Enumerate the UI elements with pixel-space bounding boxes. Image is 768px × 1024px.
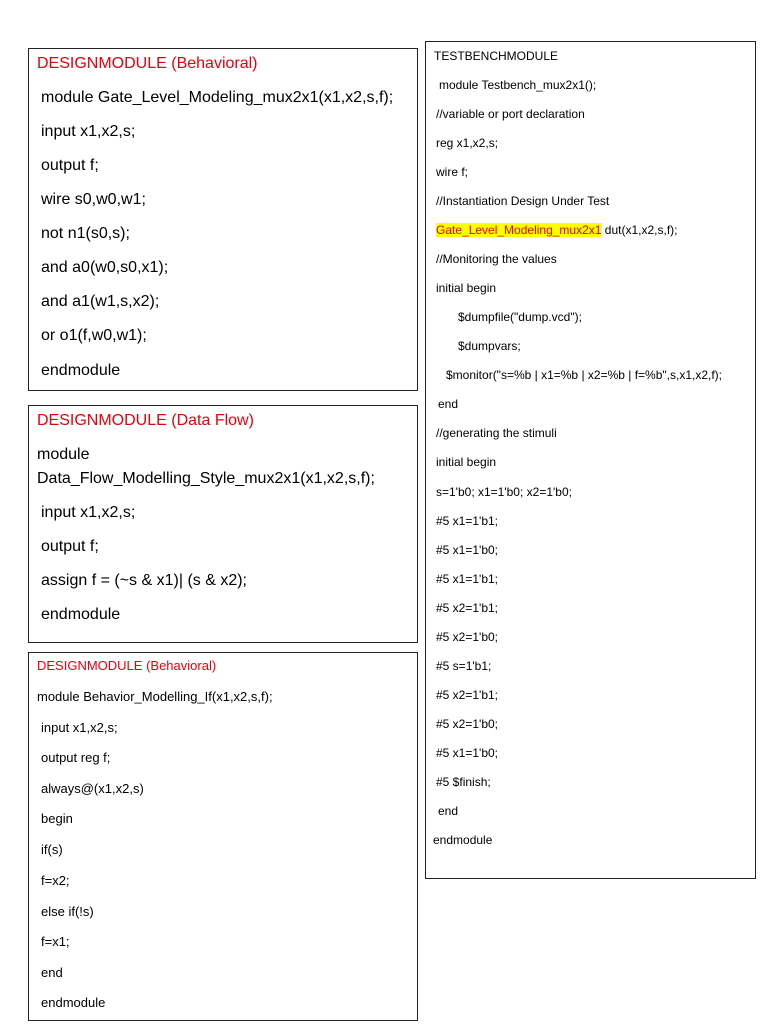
code-line: initial begin [436,281,497,295]
code-line: wire f; [436,165,469,179]
testbench-module-heading: TESTBENCHMODULE [434,49,559,63]
gate-level-module-box [28,48,418,391]
code-line: wire s0,w0,w1; [41,191,146,208]
code-line: #5 x1=1'b1; [436,514,499,528]
code-line: output f; [41,538,99,555]
code-line: endmodule [41,606,121,623]
code-line: $dumpvars; [458,339,521,353]
instantiation-line [436,223,677,237]
code-line: #5 x2=1'b0; [436,717,499,731]
code-line: s=1'b0; x1=1'b0; x2=1'b0; [436,485,572,499]
code-line: begin [41,811,73,826]
code-line: #5 x2=1'b1; [436,601,499,615]
code-line: if(s) [41,842,63,857]
dataflow-module-heading: DESIGNMODULE (Data Flow) [37,412,254,429]
code-line: $monitor("s=%b | x1=%b | x2=%b | f=%b",s,x1,x2,f); [446,368,722,382]
instantiation-args: dut(x1,x2,s,f); [601,223,678,237]
code-line: endmodule [41,995,106,1010]
code-line: #5 x1=1'b1; [436,572,499,586]
code-line: end [438,397,459,411]
code-line: module Behavior_Modelling_If(x1,x2,s,f); [37,689,273,704]
code-line: output f; [41,157,99,174]
code-line: #5 x2=1'b1; [436,688,499,702]
code-line: not n1(s0,s); [41,225,130,242]
data-flow-module-box [28,405,418,643]
code-line: and a0(w0,s0,x1); [41,259,169,276]
code-line: #5 x1=1'b0; [436,543,499,557]
code-line: $dumpfile("dump.vcd"); [458,310,582,324]
code-line: input x1,x2,s; [41,123,136,140]
code-line: always@(x1,x2,s) [41,781,144,796]
code-line: f=x1; [41,934,70,949]
code-line: end [41,965,63,980]
code-line: and a1(w1,s,x2); [41,293,160,310]
code-line: //Instantiation Design Under Test [436,194,610,208]
testbench-module-box [425,41,756,879]
code-line: #5 x2=1'b0; [436,630,499,644]
code-line: module [37,446,90,463]
code-line: input x1,x2,s; [41,504,136,521]
code-line: Data_Flow_Modelling_Style_mux2x1(x1,x2,s,f); [37,470,375,487]
code-line: else if(!s) [41,904,94,919]
code-line: //generating the stimuli [436,426,557,440]
code-line: #5 s=1'b1; [436,659,492,673]
behavior-module-heading: DESIGNMODULE (Behavioral) [37,658,217,673]
gate-module-heading: DESIGNMODULE (Behavioral) [37,55,258,72]
code-line: initial begin [436,455,497,469]
highlighted-module-name: Gate_Level_Modeling_mux2x1 [436,223,602,237]
code-line: #5 $finish; [436,775,491,789]
code-line: #5 x1=1'b0; [436,746,499,760]
code-line: reg x1,x2,s; [436,136,499,150]
behavior-module-box [28,652,418,1021]
code-line: //Monitoring the values [436,252,557,266]
code-line: module Gate_Level_Modeling_mux2x1(x1,x2,s,f); [41,89,394,106]
code-line: input x1,x2,s; [41,720,118,735]
code-line: f=x2; [41,873,70,888]
code-line: endmodule [41,362,121,379]
code-line: end [438,804,459,818]
code-line: //variable or port declaration [436,107,585,121]
code-line: assign f = (~s & x1)| (s & x2); [41,572,247,589]
code-line: or o1(f,w0,w1); [41,327,147,344]
code-line: output reg f; [41,750,111,765]
code-line: endmodule [433,833,493,847]
code-line: module Testbench_mux2x1(); [439,78,597,92]
